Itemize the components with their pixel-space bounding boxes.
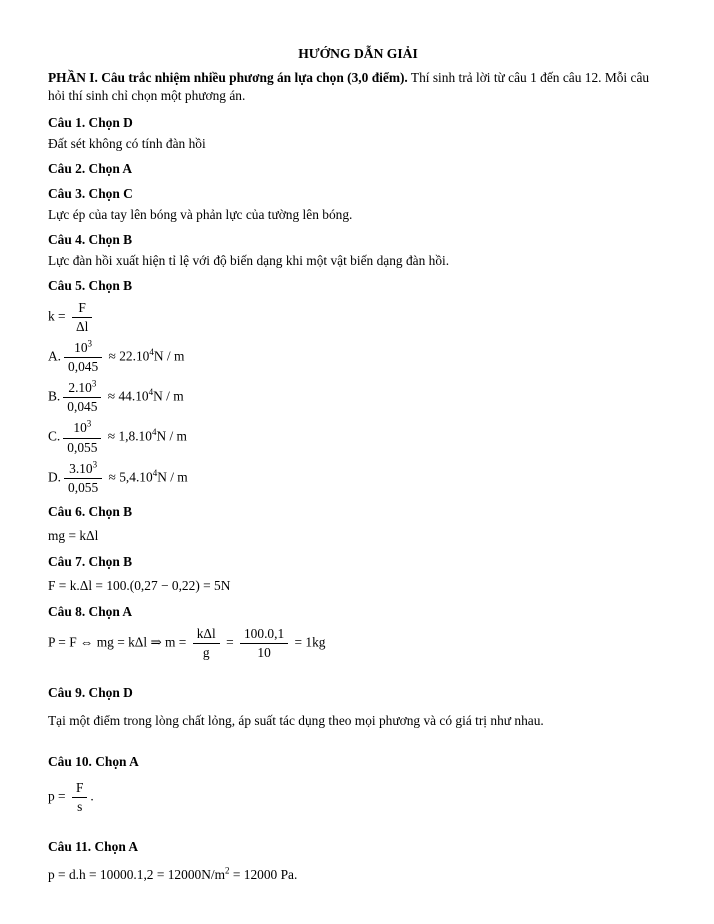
explanation-text: Đất sét không có tính đàn hồi [48, 136, 206, 151]
intro-paragraph [48, 69, 668, 105]
superscript: 3 [91, 378, 97, 389]
formula: A. $\frac{10^3}{0,045}$ ≈ $22.10^4N$ / m [48, 338, 185, 375]
formula: B. $\frac{2.10^3}{0,045}$ ≈ $44.10^4N$ / m [48, 378, 184, 415]
fraction [72, 780, 87, 815]
fraction-numerator: F [72, 780, 87, 798]
question-heading: Câu 2. Chọn A [48, 161, 133, 176]
question-heading: Câu 3. Chọn C [48, 186, 133, 201]
formula: p = $\frac{F}{s}$ . [48, 779, 94, 815]
question-heading: Câu 9. Chọn D [48, 684, 133, 700]
formula: mg = kΔl [48, 527, 99, 543]
explanation-text: Lực ép của tay lên bóng và phản lực của tường lên bóng. [48, 207, 353, 222]
superscript: 3 [86, 419, 92, 429]
intro-normal-text: Thí sinh trả lời từ câu 1 đến câu 12. Mỗi câu hỏi thí sinh chỉ chọn một phương án. [48, 70, 650, 103]
formula: C. $\frac{10^3}{0,055}$ ≈ $1,8.10^4N$ / m [48, 419, 187, 455]
superscript: 3 [87, 338, 93, 349]
question-heading: Câu 5. Chọn B [48, 278, 133, 293]
fraction [64, 340, 102, 375]
fraction [240, 626, 288, 661]
explanation-text: Lực đàn hồi xuất hiện tỉ lệ với độ biến dạng khi một vật biến dạng đàn hồi. [48, 253, 450, 268]
document-title: HƯỚNG DẪN GIẢI [298, 46, 418, 61]
formula: P = F ⇔ mg = kΔl ⇒ m = $\frac{\text{kΔl}}{g}$ = $\frac{100.0,1}{10}$ = 1kg [48, 625, 326, 660]
question-heading: Câu 6. Chọn B [48, 503, 133, 519]
superscript: 4 [148, 387, 154, 398]
question-heading: Câu 11. Chọn A [48, 839, 139, 855]
fraction [193, 626, 220, 661]
fraction-denominator: Δl [75, 319, 89, 335]
fraction-denominator: 0,045 [68, 359, 99, 375]
question-heading: Câu 10. Chọn A [48, 753, 139, 769]
fraction-denominator: 0,045 [67, 399, 98, 415]
fraction-denominator: g [202, 644, 210, 660]
superscript: 4 [151, 427, 157, 438]
question-heading: Câu 4. Chọn B [48, 232, 133, 247]
fraction [63, 380, 101, 415]
question-heading: Câu 7. Chọn B [48, 553, 133, 569]
fraction-numerator: 3.10$^3$ [64, 461, 102, 479]
question-heading: Câu 1. Chọn D [48, 115, 133, 130]
fraction-numerator: 2.10$^3$ [63, 380, 101, 398]
fraction-numerator: 100.0,1 [240, 626, 288, 644]
formula: F = k.Δl = 100.(0,27 − 0,22) = 5N [48, 577, 231, 593]
superscript: 3 [92, 459, 98, 470]
formula: D. $\frac{3.10^3}{0,055}$ ≈ $5,4.10^4N$ / m [48, 459, 188, 495]
fraction [63, 420, 101, 455]
fraction-numerator: kΔl [193, 626, 220, 644]
fraction-denominator: 0,055 [67, 439, 98, 455]
answer-blocks [48, 113, 668, 885]
fraction [64, 461, 102, 496]
fraction-denominator: 0,055 [68, 479, 99, 495]
fraction-numerator: F [72, 300, 92, 318]
fraction-denominator: 10 [257, 644, 271, 660]
question-heading: Câu 8. Chọn A [48, 603, 133, 619]
fraction-numerator: $10^3$ [63, 420, 101, 438]
superscript: 2 [225, 865, 230, 876]
explanation-text: Tại một điểm trong lòng chất lỏng, áp suất tác dụng theo mọi phương và có giá trị như nhau. [48, 712, 544, 728]
superscript: 4 [152, 467, 158, 478]
formula: k = $\frac{F}{\Delta l}$ [48, 300, 668, 335]
fraction-denominator: s [77, 799, 83, 815]
fraction-numerator: $10^3$ [64, 340, 102, 358]
fraction [72, 300, 92, 335]
superscript: 4 [149, 347, 154, 358]
formula: $p = d.h = 10000.1,2 = 12000N/m^2 = 12000$ Pa. [48, 865, 298, 883]
intro-bold-text: PHẦN I. Câu trắc nhiệm nhiều phương án lựa chọn (3,0 điểm). [48, 70, 408, 85]
